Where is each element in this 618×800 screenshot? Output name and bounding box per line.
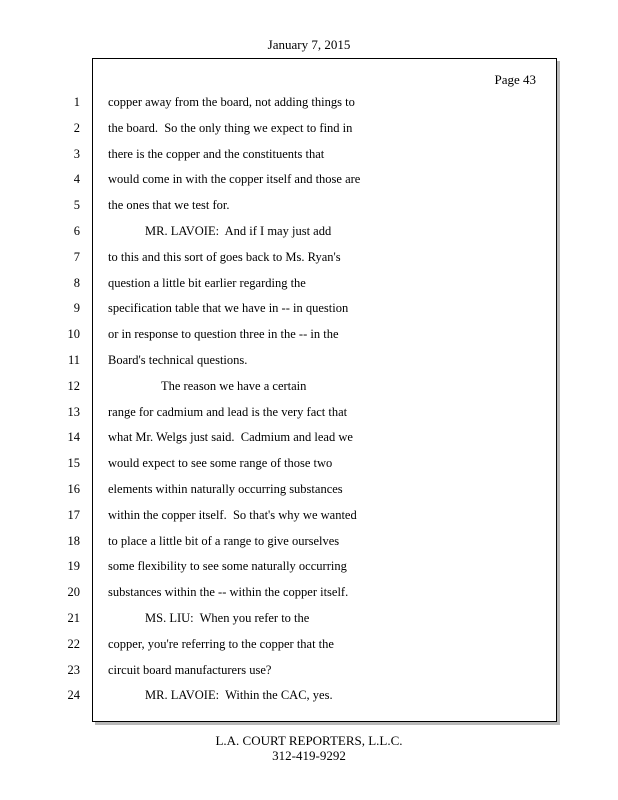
line-number: 4 <box>73 172 80 187</box>
transcript-line: range for cadmium and lead is the very fact that <box>108 404 348 419</box>
transcript-line: elements within naturally occurring substances <box>108 481 343 496</box>
line-number: 3 <box>73 146 80 161</box>
line-number-column <box>0 93 80 712</box>
transcript-line: or in response to question three in the -- in the <box>108 327 339 342</box>
line-number: 16 <box>67 481 80 496</box>
footer-company: L.A. COURT REPORTERS, L.L.C. <box>215 733 403 748</box>
line-number: 20 <box>67 585 80 600</box>
line-number: 8 <box>73 275 80 290</box>
line-number: 9 <box>73 301 80 316</box>
transcript-line: the board. So the only thing we expect to find in <box>108 120 353 135</box>
transcript-text <box>108 93 548 712</box>
transcript-line: MS. LIU: When you refer to the <box>145 610 310 625</box>
line-number: 6 <box>73 223 80 238</box>
transcript-line: would come in with the copper itself and those are <box>108 172 361 187</box>
transcript-line: some flexibility to see some naturally occurring <box>108 559 347 574</box>
transcript-line: there is the copper and the constituents that <box>108 146 325 161</box>
transcript-line: circuit board manufacturers use? <box>108 662 272 677</box>
line-number: 18 <box>67 533 80 548</box>
header-date: January 7, 2015 <box>267 37 351 52</box>
line-number: 2 <box>73 120 80 135</box>
transcript-line: to place a little bit of a range to give ourselves <box>108 533 340 548</box>
transcript-line: The reason we have a certain <box>161 378 307 393</box>
transcript-line: specification table that we have in -- in question <box>108 301 349 316</box>
transcript-line: copper, you're referring to the copper that the <box>108 636 334 651</box>
line-number: 17 <box>67 507 80 522</box>
line-number: 12 <box>67 378 80 393</box>
line-number: 5 <box>73 198 80 213</box>
transcript-line: MR. LAVOIE: Within the CAC, yes. <box>145 688 333 703</box>
transcript-line: the ones that we test for. <box>108 198 230 213</box>
line-number: 11 <box>67 352 80 367</box>
line-number: 1 <box>73 95 80 109</box>
transcript-line: what Mr. Welgs just said. Cadmium and lead we <box>108 430 353 445</box>
line-number: 21 <box>67 610 80 625</box>
transcript-line: Board's technical questions. <box>108 352 248 367</box>
line-number: 22 <box>67 636 80 651</box>
transcript-line: copper away from the board, not adding things to <box>108 95 355 109</box>
transcript-line: question a little bit earlier regarding the <box>108 275 306 290</box>
line-number: 13 <box>67 404 80 419</box>
transcript-line: within the copper itself. So that's why we wanted <box>108 507 357 522</box>
line-number: 19 <box>67 559 80 574</box>
page-number: Page 43 <box>494 72 536 87</box>
line-number: 14 <box>67 430 80 445</box>
footer-phone: 312-419-9292 <box>272 748 346 763</box>
transcript-line: to this and this sort of goes back to Ms. Ryan's <box>108 249 341 264</box>
line-number: 24 <box>67 688 80 703</box>
line-number: 23 <box>67 662 80 677</box>
line-number: 10 <box>67 327 80 342</box>
line-number: 7 <box>73 249 80 264</box>
transcript-line: would expect to see some range of those two <box>108 456 333 471</box>
transcript-line: substances within the -- within the copper itself. <box>108 585 349 600</box>
transcript-line: MR. LAVOIE: And if I may just add <box>145 223 332 238</box>
line-number: 15 <box>67 456 80 471</box>
